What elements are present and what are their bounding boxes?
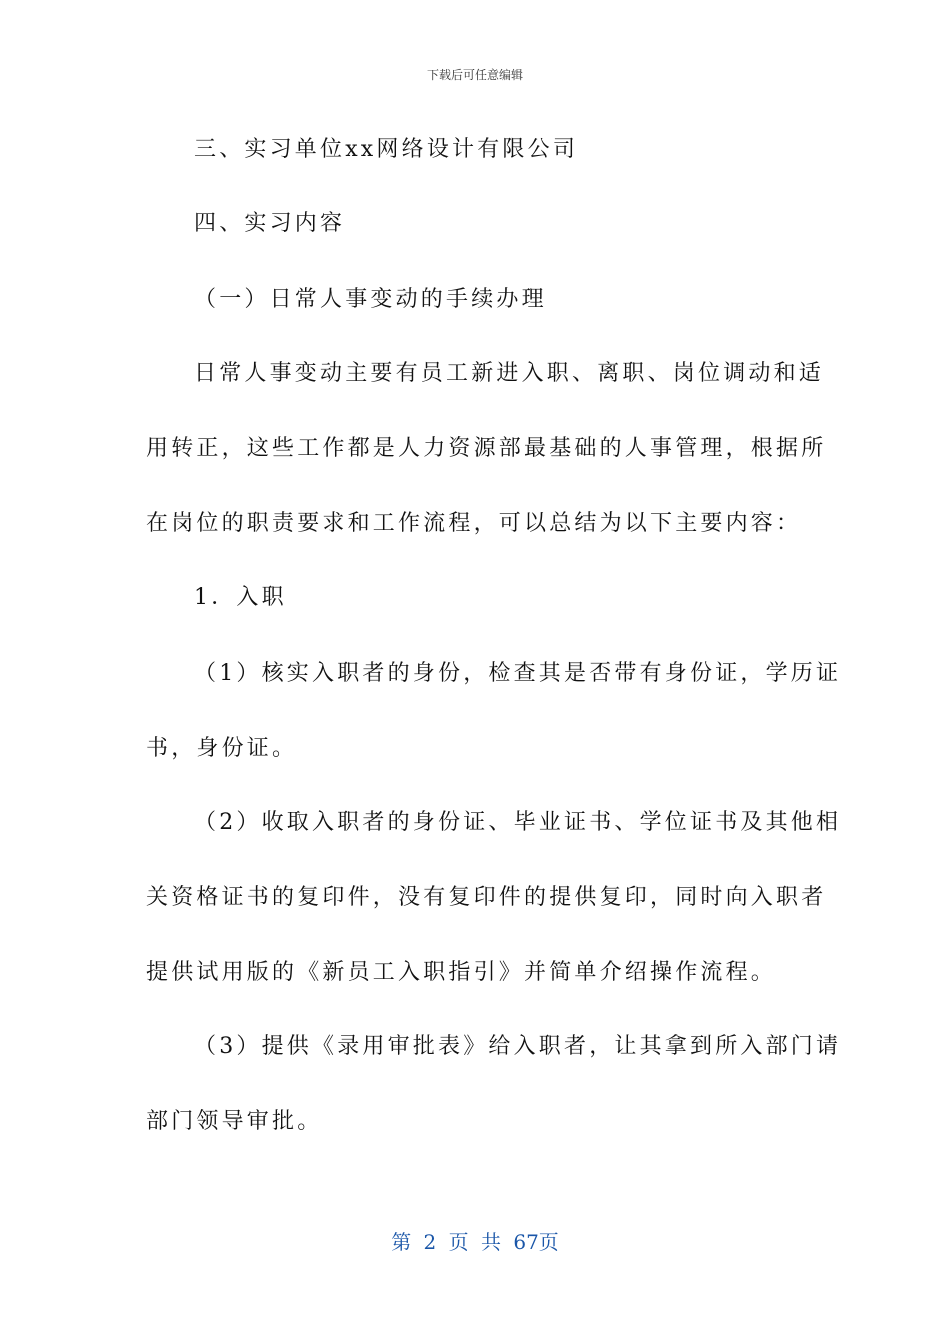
paragraph-line: 提供试用版的《新员工入职指引》并简单介绍操作流程。 — [146, 960, 777, 985]
page-number-footer: 第 2 页 共 67页 — [391, 1230, 559, 1254]
paragraph-line: 日常人事变动主要有员工新进入职、离职、岗位调动和适 — [194, 361, 825, 386]
paragraph-line: 书，身份证。 — [146, 736, 298, 761]
paragraph-line: 用转正，这些工作都是人力资源部最基础的人事管理，根据所 — [146, 436, 827, 461]
paragraph-line: （1）核实入职者的身份，检查其是否带有身份证，学历证 — [194, 661, 842, 686]
heading-internship-content: 四、实习内容 — [194, 211, 346, 236]
subheading-personnel-changes: （一）日常人事变动的手续办理 — [194, 287, 547, 312]
paragraph-line: （2）收取入职者的身份证、毕业证书、学位证书及其他相 — [194, 810, 842, 835]
paragraph-line: 在岗位的职责要求和工作流程，可以总结为以下主要内容： — [146, 511, 802, 536]
subheading-onboarding: 1．入职 — [194, 585, 287, 610]
paragraph-line: 关资格证书的复印件，没有复印件的提供复印，同时向入职者 — [146, 885, 827, 910]
paragraph-line: （3）提供《录用审批表》给入职者，让其拿到所入部门请 — [194, 1034, 842, 1059]
heading-internship-unit: 三、实习单位xx网络设计有限公司 — [194, 137, 579, 162]
paragraph-line: 部门领导审批。 — [146, 1109, 323, 1134]
page-header-note: 下载后可任意编辑 — [426, 68, 523, 82]
